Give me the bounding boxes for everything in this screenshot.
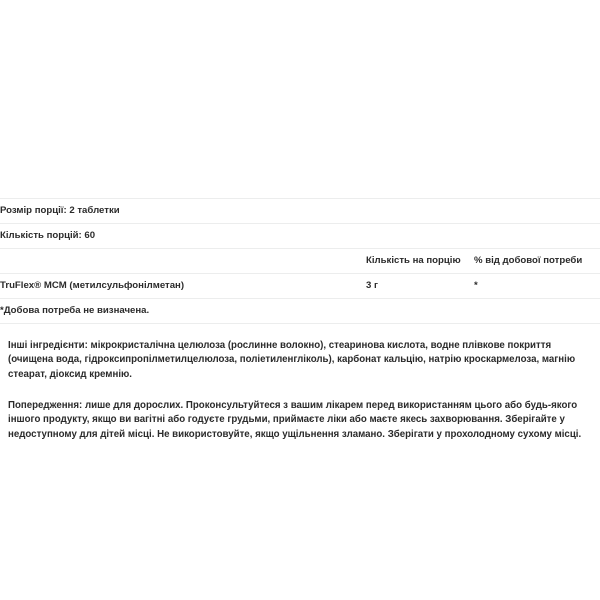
top-blank-area (0, 0, 600, 198)
daily-value-footnote: *Добова потреба не визначена. (0, 298, 600, 323)
warning-paragraph: Попередження: лише для дорослих. Проконсультуйтеся з вашим лікарем перед використанням цього або будь-якого іншого продукту, якщо ви вагітні або годуєте грудьми, приймаєте ліки або маєте якесь захворювання. Зберігайте у недоступному для дітей місці. Не використовуйте, якщо ущільнення зламано. Зберігати у прохолодному сухому місці. (8, 399, 582, 440)
table-row-serving-size (0, 199, 600, 224)
table-header-row (0, 248, 600, 273)
nutrient-name: TruFlex® MCM (метилсульфонілметан) (0, 273, 366, 298)
supplement-facts-table (0, 198, 600, 324)
column-header-percent-daily-value: % від добової потреби (474, 248, 600, 273)
column-header-amount-per-serving: Кількість на порцію (366, 248, 474, 273)
table-row-servings-per-container (0, 223, 600, 248)
table-row-footnote (0, 298, 600, 323)
supplement-facts-panel (0, 198, 600, 324)
table-row (0, 273, 600, 298)
other-ingredients-paragraph: Інші інгредієнти: мікрокристалічна целюлоза (рослинне волокно), стеаринова кислота, водне плівкове покриття (очищена вода, гідроксипропілметилцелюлоза, поліетиленгліколь), карбонат кальцію, натрію кроскармелоза, магнію стеарат, діоксид кремнію. (8, 339, 576, 381)
column-header-name (0, 248, 366, 273)
servings-per-container-text: Кількість порцій: 60 (0, 223, 600, 248)
nutrient-amount: 3 г (366, 273, 474, 298)
serving-size-text: Розмір порції: 2 таблетки (0, 199, 600, 224)
nutrient-daily-value: * (474, 273, 600, 298)
